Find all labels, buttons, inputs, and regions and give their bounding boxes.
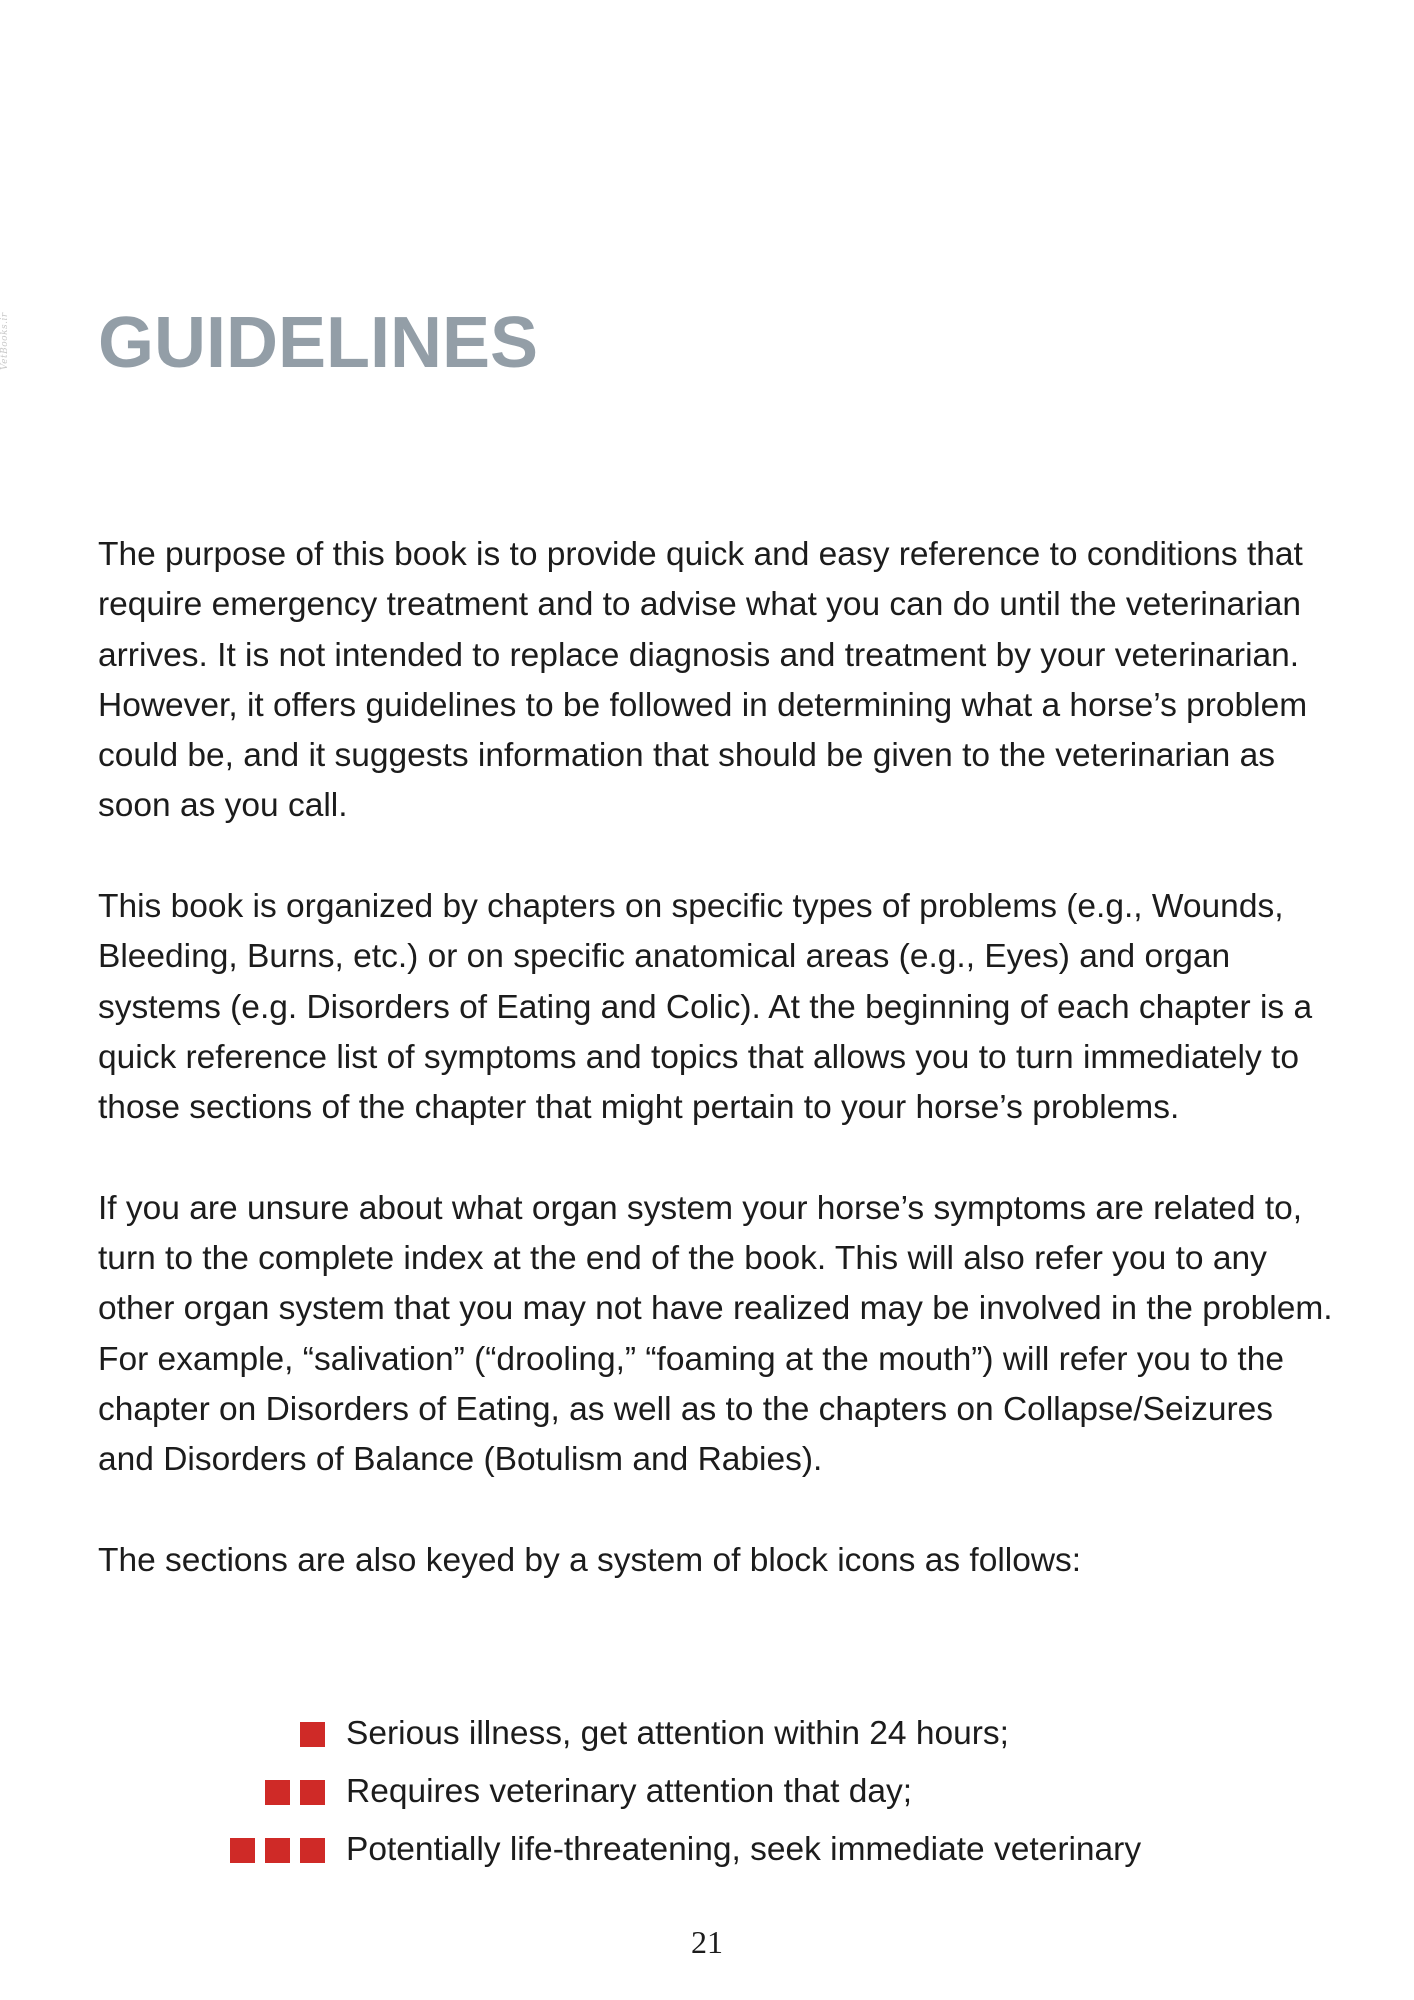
severity-key-label: Serious illness, get attention within 24 hours; bbox=[346, 1715, 1009, 1752]
red-block-icon bbox=[265, 1780, 290, 1805]
paragraph-purpose: The purpose of this book is to provide quick and easy reference to conditions that require emergency treatment and to advise what you can do until the veterinarian arrives. It is not intended to replace diagnosis and treatment by your veterinarian. However, it offers guidelines to be followed in determining what a horse’s problem could be, and it suggests information that should be given to the veterinarian as soon as you call. bbox=[98, 536, 1308, 825]
severity-key-item-3 bbox=[0, 1821, 1414, 1879]
body-text bbox=[98, 530, 1338, 1586]
severity-key-label: Requires veterinary attention that day; bbox=[346, 1773, 913, 1810]
page-number: 21 bbox=[691, 1924, 723, 1960]
key-intro: The sections are also keyed by a system of block icons as follows: bbox=[98, 1541, 1082, 1579]
severity-blocks-icon-1 bbox=[300, 1722, 325, 1747]
severity-key-label: Potentially life-threatening, seek immediate veterinary bbox=[346, 1831, 1142, 1868]
severity-key-item-1 bbox=[0, 1705, 1414, 1763]
red-block-icon bbox=[300, 1780, 325, 1805]
red-block-icon bbox=[265, 1838, 290, 1863]
red-block-icon bbox=[300, 1838, 325, 1863]
severity-key-item-2 bbox=[0, 1763, 1414, 1821]
severity-key-list bbox=[0, 1705, 1414, 1879]
severity-blocks-icon-3 bbox=[230, 1838, 325, 1863]
paragraph-organization: This book is organized by chapters on specific types of problems (e.g., Wounds, Bleeding, Burns, etc.) or on specific anatomical areas (e.g., Eyes) and organ systems (e.g. Disorders of Eating and Colic). At the beginning of each chapter is a quick reference list of symptoms and topics that allows you to turn immediately to those sections of the chapter that might pertain to your horse’s problems. bbox=[98, 888, 1313, 1127]
paragraph-index: If you are unsure about what organ system your horse’s symptoms are related to, turn to the complete index at the end of the book. This will also refer you to any other organ system that you may not have realized may be involved in the problem. For example, “salivation” (“drooling,” “foaming at the mouth”) will refer you to the chapter on Disorders of Eating, as well as to the chapters on Collapse/Seizures and Disorders of Balance (Botulism and Rabies). bbox=[98, 1189, 1333, 1479]
red-block-icon bbox=[300, 1722, 325, 1747]
red-block-icon bbox=[230, 1838, 255, 1863]
page-title: GUIDELINES bbox=[98, 303, 539, 383]
severity-blocks-icon-2 bbox=[265, 1780, 325, 1805]
side-watermark: VetBooks.ir bbox=[0, 312, 10, 370]
